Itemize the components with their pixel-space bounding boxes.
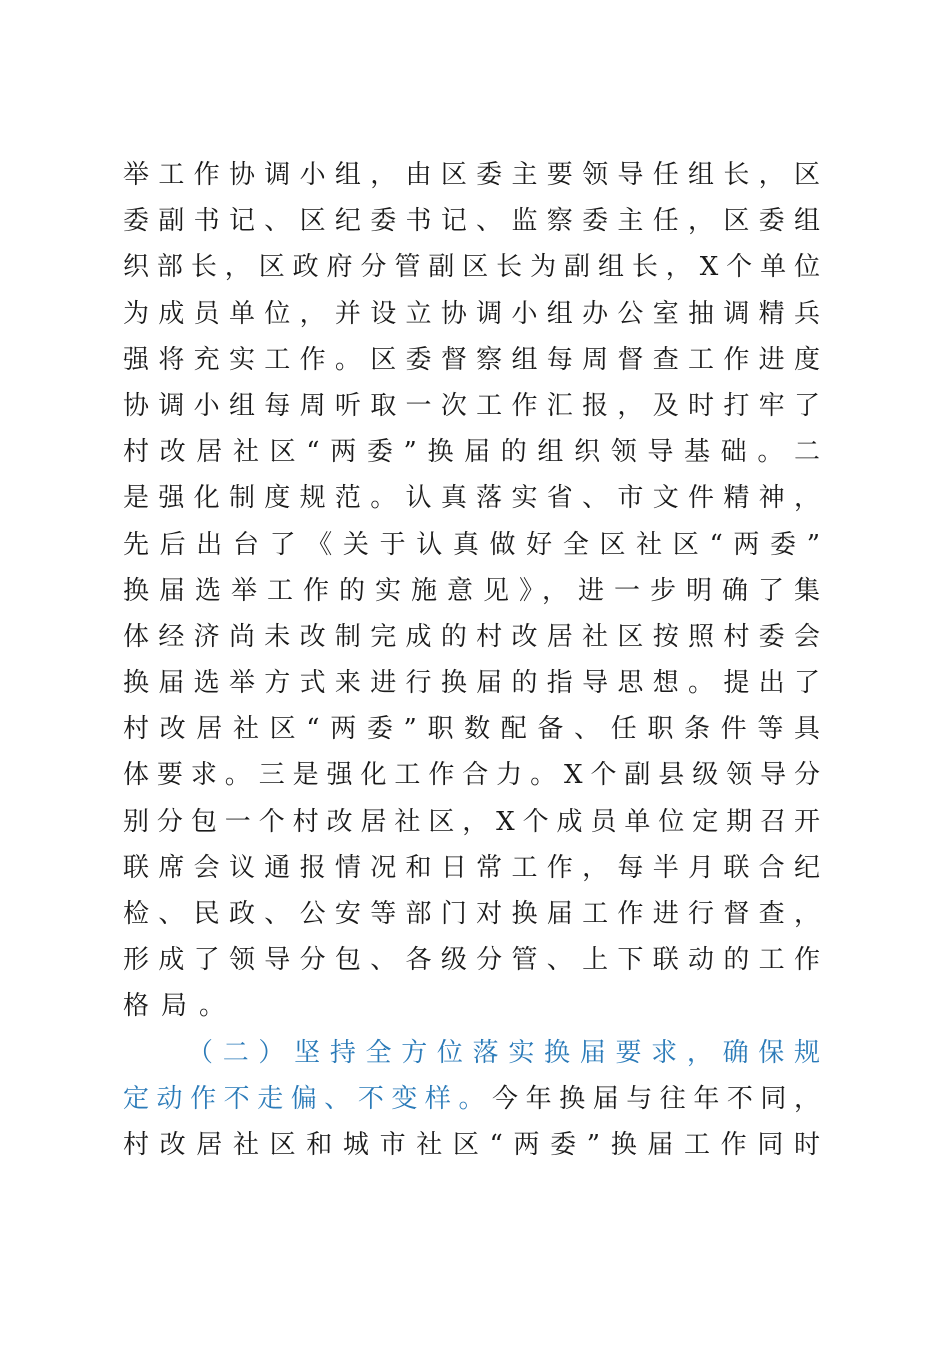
- text-line-12: 换届选举方式来进行换届的指导思想。提出了: [123, 668, 820, 699]
- text-line-19: 格局。: [123, 991, 238, 1022]
- text-line-11: 体经济尚未改制完成的村改居社区按照村委会: [123, 621, 820, 652]
- section-heading-highlight: 定动作不走偏、不变样。: [123, 1083, 493, 1114]
- text-line-18: 形成了领导分包、各级分管、上下联动的工作: [123, 945, 820, 976]
- section-heading-line-2: [123, 1076, 820, 1122]
- text-line-2: 委副书记、区纪委书记、监察委主任，区委组: [123, 206, 820, 237]
- text-line-15: 别分包一个村改居社区，X个成员单位定期召开: [123, 806, 820, 837]
- text-line-9: 先后出台了《关于认真做好全区社区“两委”: [123, 529, 820, 560]
- text-line-16: 联席会议通报情况和日常工作，每半月联合纪: [123, 852, 820, 883]
- text-line-5: 强将充实工作。区委督察组每周督查工作进度: [123, 344, 820, 375]
- text-line-22: 村改居社区和城市社区“两委”换届工作同时: [123, 1129, 820, 1160]
- text-line-13: 村改居社区“两委”职数配备、任职条件等具: [123, 714, 820, 745]
- text-line-3: 织部长，区政府分管副区长为副组长，X个单位: [123, 252, 820, 283]
- text-line-10: 换届选举工作的实施意见》，进一步明确了集: [123, 575, 820, 606]
- document-body: [123, 152, 820, 1168]
- text-line-14: 体要求。三是强化工作合力。X个副县级领导分: [123, 760, 820, 791]
- text-line-8: 是强化制度规范。认真落实省、市文件精神，: [123, 483, 820, 514]
- section-heading-line-1: （二）坚持全方位落实换届要求，确保规: [187, 1037, 820, 1068]
- text-line-1: 举工作协调小组，由区委主要领导任组长，区: [123, 160, 820, 190]
- section-body-start: 今年换届与往年不同，: [492, 1083, 820, 1114]
- text-line-17: 检、民政、公安等部门对换届工作进行督查，: [123, 899, 820, 929]
- text-line-7: 村改居社区“两委”换届的组织领导基础。二: [123, 437, 820, 468]
- text-line-4: 为成员单位，并设立协调小组办公室抽调精兵: [123, 298, 820, 329]
- text-line-6: 协调小组每周听取一次工作汇报，及时打牢了: [123, 390, 820, 421]
